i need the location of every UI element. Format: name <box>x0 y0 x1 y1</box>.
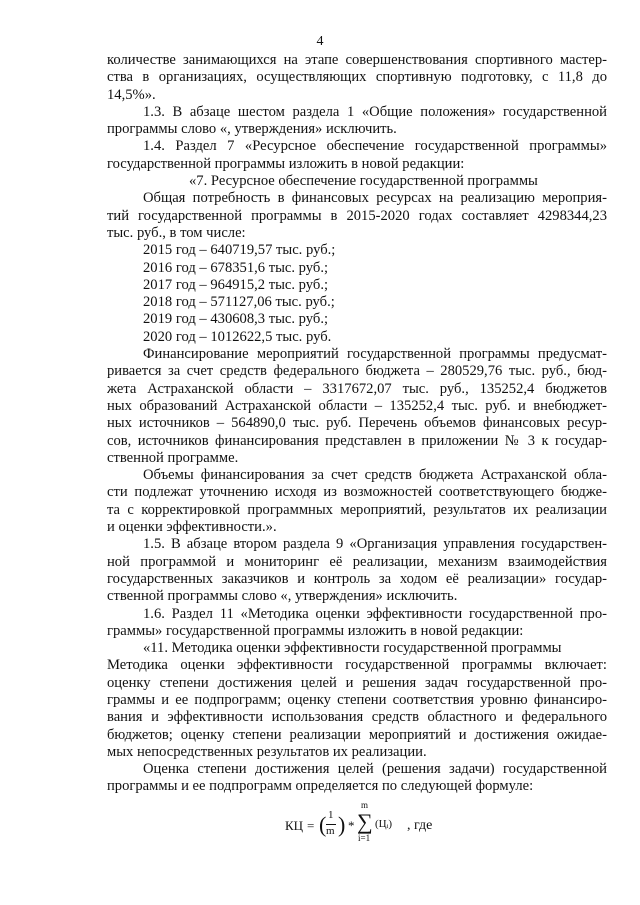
formula-term: (Цᵢ) <box>375 818 393 830</box>
text-line: Методика оценки эффективности государственной программы включает: <box>107 657 607 674</box>
text-line: 2016 год – 678351,6 тыс. руб.; <box>143 259 329 276</box>
text-line: Финансирование мероприятий государственной программы предусмат- <box>143 346 607 363</box>
text-line: сов, источников финансирования представлен в приложении № 3 к государ- <box>107 432 607 449</box>
text-line: 14,5%». <box>107 86 156 103</box>
text-line: 2018 год – 571127,06 тыс. руб.; <box>143 294 335 311</box>
text-line: ных образований Астраханской области – 135252,4 тыс. руб. и внебюджет- <box>107 397 607 414</box>
text-line: бюджетов; оценку степени реализации мероприятий и достижения ожидае- <box>107 726 607 743</box>
formula-fraction-denominator: m <box>326 825 335 837</box>
text-line: Объемы финансирования за счет средств бюджета Астраханской обла- <box>143 467 607 484</box>
page-number: 4 <box>316 34 324 49</box>
formula-sum-lower: i=1 <box>358 833 371 843</box>
text-line: 2017 год – 964915,2 тыс. руб.; <box>143 276 329 293</box>
document-body <box>107 52 607 796</box>
formula-fraction-numerator: 1 <box>328 809 334 821</box>
text-line: 2020 год – 1012622,5 тыс. руб. <box>143 328 332 345</box>
text-line: программы слово «, утверждения» исключить. <box>107 121 397 138</box>
text-line: тыс. руб., в том числе: <box>107 224 246 241</box>
text-line: сти подлежат уточнению исходя из возможностей соответствующего бюдже- <box>107 484 607 501</box>
text-line: 2015 год – 640719,57 тыс. руб.; <box>143 242 336 259</box>
text-line: тий государственной программы в 2015-2020 годах составляет 4298344,23 <box>107 207 607 224</box>
text-line: та с корректировкой программных мероприятий, результатов их реализации <box>107 501 607 518</box>
text-line: государственных заказчиков и контроль за ходом её реализации» государ- <box>107 570 607 587</box>
text-line: 2019 год – 430608,3 тыс. руб.; <box>143 311 329 328</box>
text-line: Общая потребность в финансовых ресурсах на реализацию мероприя- <box>143 190 607 207</box>
text-line: ственной программе. <box>107 449 239 466</box>
text-line: и оценки эффективности.». <box>107 519 277 536</box>
text-line: граммы» государственной программы изложить в новой редакции: <box>107 622 524 639</box>
text-line: ства в организациях, осуществляющих спортивную подготовку, с 11,8 до <box>107 69 607 86</box>
text-line: программы и ее подпрограмм определяется по следующей формуле: <box>107 778 534 795</box>
formula-open-paren: ( <box>319 812 327 837</box>
text-line: ных источников – 564890,0 тыс. руб. Перечень объемов финансовых ресур- <box>107 415 607 432</box>
formula-equals: = <box>307 818 315 833</box>
text-line: ной программой и мониторинг её реализации, механизм взаимодействия <box>107 553 607 570</box>
formula-sum-sign: ∑ <box>357 809 373 834</box>
formula <box>285 800 485 846</box>
formula-tail: , где <box>407 818 433 833</box>
text-line: 1.3. В абзаце шестом раздела 1 «Общие положения» государственной <box>143 103 607 120</box>
text-line: «11. Методика оценки эффективности государственной программы <box>143 640 562 657</box>
text-line: Оценка степени достижения целей (решения задачи) государственной <box>143 761 607 778</box>
text-line: граммы и ее подпрограмм; оценку степени соответствия уровню финансиро- <box>107 691 607 708</box>
text-line: «7. Ресурсное обеспечение государственной программы <box>189 173 538 190</box>
formula-close-paren: ) <box>338 812 346 837</box>
formula-sum-upper: m <box>361 800 369 810</box>
text-line: 1.5. В абзаце втором раздела 9 «Организация управления государствен- <box>143 536 607 553</box>
text-line: 1.6. Раздел 11 «Методика оценки эффективности государственной про- <box>143 605 607 622</box>
text-line: мых непосредственных результатов их реализации. <box>107 743 427 760</box>
text-line: количестве занимающихся на этапе совершенствования спортивного мастер- <box>107 52 607 68</box>
text-line: ственной программы слово «, утверждения» исключить. <box>107 588 458 605</box>
text-line: государственной программы изложить в новой редакции: <box>107 155 465 172</box>
text-line: жета Астраханской области – 3317672,07 тыс. руб., 135252,4 бюджетов <box>107 380 607 397</box>
formula-lhs: КЦ <box>285 818 304 833</box>
text-line: ривается за счет средств федерального бюджета – 280529,76 тыс. руб., бюд- <box>107 363 607 380</box>
formula-multiply: * <box>348 818 355 833</box>
text-line: вания и эффективности использования средств областного и федерального <box>107 709 607 726</box>
text-line: оценку степени достижения целей и решения задач государственной про- <box>107 674 607 691</box>
text-line: 1.4. Раздел 7 «Ресурсное обеспечение государственной программы» <box>143 138 607 155</box>
